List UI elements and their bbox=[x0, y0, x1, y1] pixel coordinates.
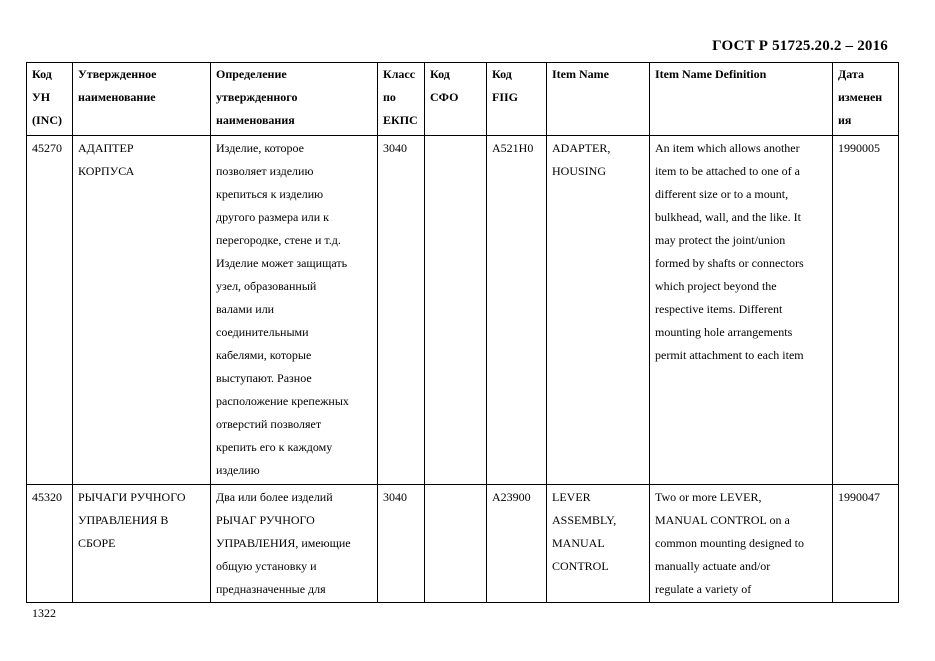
table-row bbox=[27, 485, 899, 603]
column-header-definition: Определение утвержденного наименования bbox=[211, 63, 378, 136]
column-header-code: Код УН (INC) bbox=[27, 63, 73, 136]
document-standard-header: ГОСТ Р 51725.20.2 – 2016 bbox=[712, 38, 888, 54]
cell-item-name: ADAPTER, HOUSING bbox=[547, 136, 650, 485]
column-header-item-name: Item Name bbox=[547, 63, 650, 136]
table-header-row bbox=[27, 63, 899, 136]
page-number: 1322 bbox=[32, 606, 56, 620]
cell-code: 45320 bbox=[27, 485, 73, 603]
cell-fiig: A521H0 bbox=[487, 136, 547, 485]
cell-code: 45270 bbox=[27, 136, 73, 485]
cell-fiig: A23900 bbox=[487, 485, 547, 603]
cell-definition: Изделие, которое позволяет изделию крепиться к изделию другого размера или к перегородке, стене и т.д. Изделие может защищать узел, образованный валами или соединительными кабелями, которые выступают. Разное расположение крепежных отверстий позволяет крепить его к каждому изделию bbox=[211, 136, 378, 485]
cell-date: 1990047 bbox=[833, 485, 899, 603]
cell-class: 3040 bbox=[378, 485, 425, 603]
item-names-table bbox=[26, 62, 899, 603]
cell-approved-name: АДАПТЕР КОРПУСА bbox=[73, 136, 211, 485]
cell-approved-name: РЫЧАГИ РУЧНОГО УПРАВЛЕНИЯ В СБОРЕ bbox=[73, 485, 211, 603]
cell-sfo bbox=[425, 485, 487, 603]
table-row bbox=[27, 136, 899, 485]
cell-item-name: LEVER ASSEMBLY, MANUAL CONTROL bbox=[547, 485, 650, 603]
cell-date: 1990005 bbox=[833, 136, 899, 485]
column-header-fiig: Код FIIG bbox=[487, 63, 547, 136]
column-header-class: Класс по ЕКПС bbox=[378, 63, 425, 136]
cell-sfo bbox=[425, 136, 487, 485]
column-header-sfo: Код СФО bbox=[425, 63, 487, 136]
column-header-item-definition: Item Name Definition bbox=[650, 63, 833, 136]
column-header-approved-name: Утвержденное наименование bbox=[73, 63, 211, 136]
cell-class: 3040 bbox=[378, 136, 425, 485]
cell-item-definition: An item which allows another item to be attached to one of a different size or to a mount, bulkhead, wall, and the like. It may protect the joint/union formed by shafts or connectors which project beyond the respective items. Different mounting hole arrangements permit attachment to each item bbox=[650, 136, 833, 485]
cell-definition: Два или более изделий РЫЧАГ РУЧНОГО УПРАВЛЕНИЯ, имеющие общую установку и предназначенные для bbox=[211, 485, 378, 603]
column-header-date: Дата изменен ия bbox=[833, 63, 899, 136]
cell-item-definition: Two or more LEVER, MANUAL CONTROL on a common mounting designed to manually actuate and/or regulate a variety of bbox=[650, 485, 833, 603]
